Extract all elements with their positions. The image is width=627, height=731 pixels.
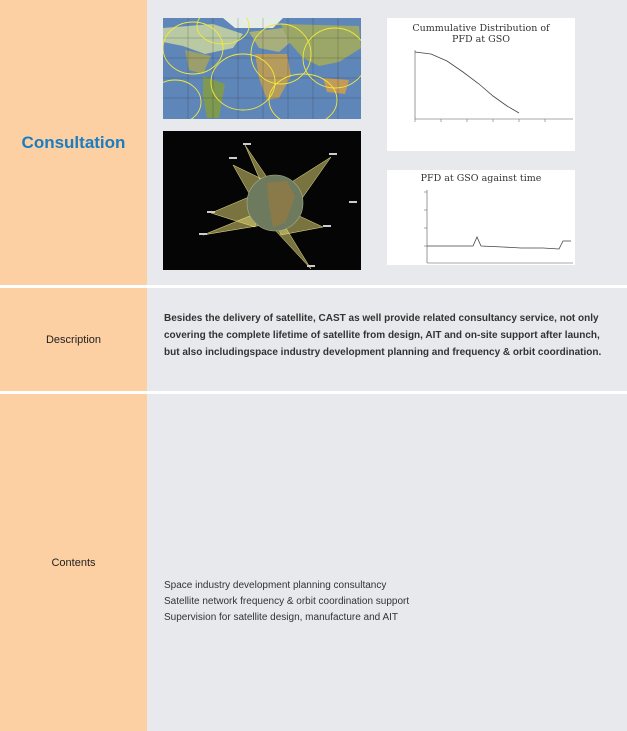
description-label-cell	[0, 288, 147, 391]
pfd-time-chart	[387, 170, 575, 265]
coverage-map-image	[163, 18, 361, 119]
chart2-title: PFD at GSO against time	[420, 173, 542, 184]
contents-item: Space industry development planning consultancy	[164, 580, 387, 591]
contents-item: Supervision for satellite design, manufacture and AIT	[164, 612, 399, 623]
description-cell	[147, 288, 627, 391]
consultation-row	[0, 0, 627, 285]
contents-row	[0, 394, 627, 731]
contents-item: Satellite network frequency & orbit coordination support	[164, 596, 410, 607]
section-title: Consultation	[21, 132, 126, 152]
contents-label-cell	[0, 394, 147, 731]
contents-label: Contents	[51, 556, 96, 569]
pfd-time-plot	[387, 186, 575, 265]
contents-list	[164, 578, 409, 626]
cumulative-distribution-chart	[387, 18, 575, 151]
earth-coverage-image	[163, 131, 361, 270]
chart-title-line2: PFD at GSO	[451, 34, 510, 45]
cumulative-distribution-plot	[387, 46, 575, 151]
contents-cell	[147, 394, 627, 731]
chart-title-line1: Cummulative Distribution of	[412, 23, 550, 34]
illustrations-cell	[147, 0, 627, 285]
description-row	[0, 288, 627, 391]
description-text: Besides the delivery of satellite, CAST as well provide related consultancy service, not only covering the complete lifetime of satellite from design, AIT and on-site support after launch, but also includingspace industry development planning and frequency & orbit coordination.	[164, 313, 602, 358]
section-label-cell	[0, 0, 147, 285]
description-label: Description	[45, 333, 102, 346]
